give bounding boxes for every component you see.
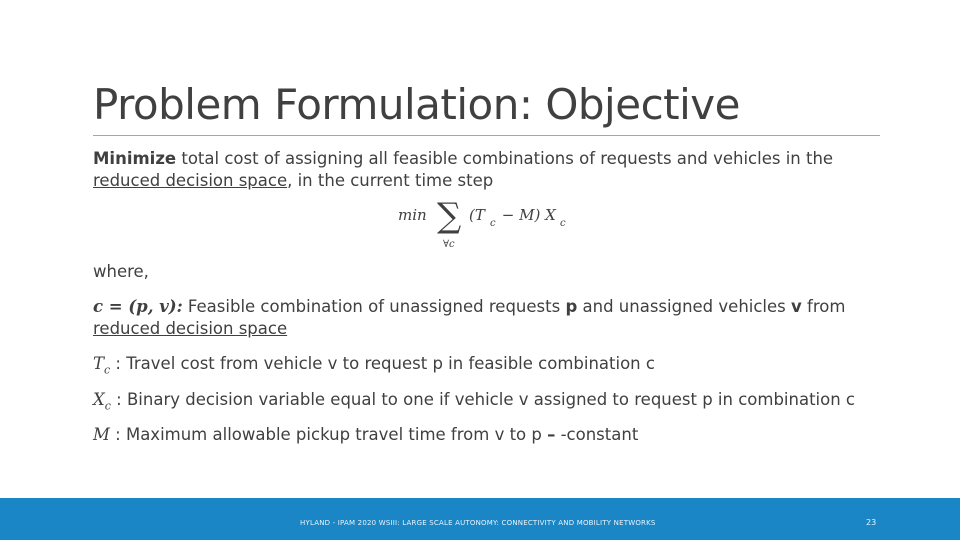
intro-line-2 — [93, 170, 493, 192]
objective-formula — [395, 192, 585, 252]
xc-sub: c — [104, 399, 111, 413]
slide-title: Problem Formulation: Objective — [93, 80, 740, 129]
c-text-1: Feasible combination of unassigned requests — [182, 297, 566, 316]
intro-line-1 — [93, 148, 833, 170]
where-label: where, — [93, 262, 149, 281]
m-symbol: M — [93, 425, 110, 444]
xc-symbol: X — [93, 390, 105, 409]
definition-m — [93, 424, 638, 446]
footer-text: HYLAND - IPAM 2020 WSIII: LARGE SCALE AUTONOMY: CONNECTIVITY AND MOBILITY NETWORKS — [300, 519, 656, 527]
c-text-3: from — [801, 297, 846, 316]
m-dash: – — [547, 425, 556, 444]
page-number: 23 — [866, 518, 877, 527]
c-symbol: c — [93, 297, 104, 316]
minimize-keyword: Minimize — [93, 149, 177, 168]
tc-sub: c — [104, 363, 111, 377]
intro-text-2: , in the current time step — [287, 171, 494, 190]
definition-tc — [93, 353, 655, 381]
c-underlined: reduced decision space — [93, 319, 288, 338]
formula-sub-c2: c — [560, 218, 566, 229]
intro-text-1: total cost of assigning all feasible combinations of requests and vehicles in the — [176, 149, 834, 168]
tc-text: : Travel cost from vehicle v to request p in feasible combination c — [110, 354, 655, 373]
formula-sub-c: c — [490, 218, 496, 229]
definition-xc — [93, 389, 855, 417]
c-v: v — [791, 297, 802, 316]
formula-minus-m: − M) X — [497, 206, 556, 224]
formula-subscript: ∀c — [443, 239, 455, 250]
formula-min: min — [398, 206, 427, 224]
c-text-2: and unassigned vehicles — [577, 297, 792, 316]
m-text-2: -constant — [555, 425, 639, 444]
xc-text: : Binary decision variable equal to one if vehicle v assigned to request p in combination c — [110, 390, 856, 409]
definition-c-line-2 — [93, 318, 287, 340]
formula-expression: (T — [469, 206, 485, 224]
c-equation: = (p, v): — [103, 297, 183, 316]
intro-underlined: reduced decision space — [93, 171, 288, 190]
tc-symbol: T — [93, 354, 105, 373]
definition-c-line-1 — [93, 296, 845, 318]
formula-sum: ∑ — [437, 196, 462, 236]
c-p: p — [565, 297, 578, 316]
title-divider — [93, 135, 880, 136]
m-text: : Maximum allowable pickup travel time from v to p — [109, 425, 548, 444]
